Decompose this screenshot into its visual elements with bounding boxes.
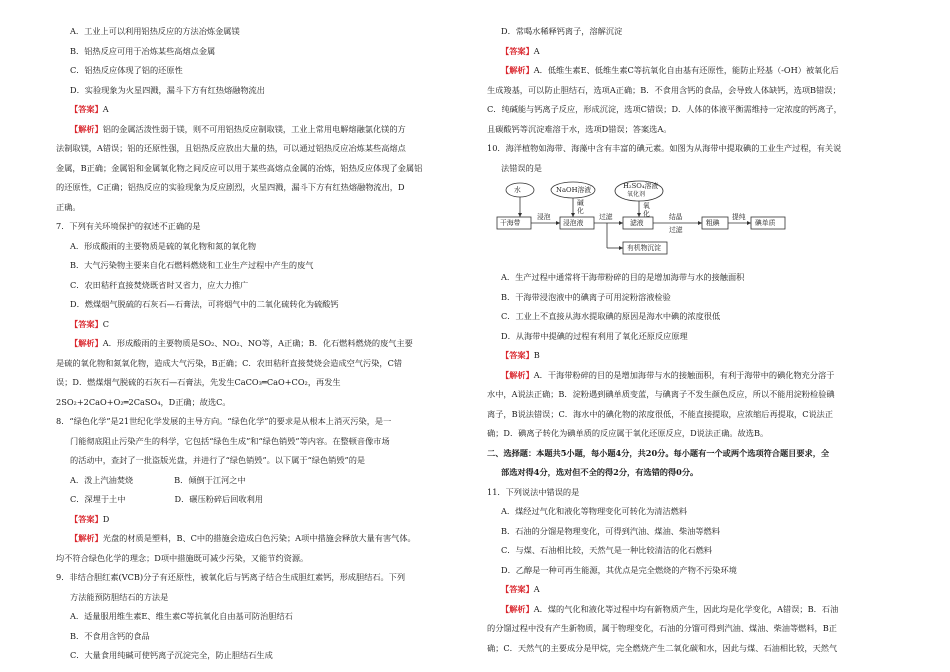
iodine-extraction-diagram: [487, 180, 907, 264]
line-text: 光盘的材质是塑料，B、C中的措施会造成白色污染；A项中措施会释放大量有害气体。: [102, 533, 416, 543]
text-line: [487, 288, 907, 308]
line-text: 误；D．燃煤烟气脱硫的石灰石—石膏法，先发生CaCO₃═CaO+CO₂，再发生: [56, 377, 341, 387]
text-line: [487, 159, 907, 179]
text-line: [56, 22, 476, 42]
line-text: 7．下列有关环境保护的叙述不正确的是: [56, 221, 201, 231]
crystal-label: 结晶: [669, 213, 683, 221]
line-text: 的还原性，C正确；铝热反应的实验现象为反应剧烈，火星四溅，漏斗下方有红热熔融物流出，D: [56, 182, 405, 192]
text-line: [56, 354, 476, 374]
answer-tag: 【解析】: [70, 338, 103, 348]
line-text: A: [533, 45, 540, 56]
text-line: [487, 561, 907, 581]
line-text: B．大气污染物主要来自化石燃料燃烧和工业生产过程中产生的废气: [70, 260, 314, 270]
line-text: C．与煤、石油相比较，天然气是一种比较清洁的化石燃料: [501, 545, 712, 555]
text-line: [487, 639, 907, 659]
line-text: B．不食用含钙的食品: [70, 630, 150, 641]
answer-tag: 【解析】: [501, 65, 534, 75]
text-line: [56, 627, 476, 647]
line-text: A．工业上可以利用铝热反应的方法冶炼金属镁: [70, 26, 240, 36]
text-line: [487, 61, 907, 81]
line-text: 确；D．碘离子转化为碘单质的反应属于氧化还原反应，D说法正确。故选B。: [487, 428, 769, 438]
line-text: 是硫的氧化物和氮氧化物，造成大气污染，B正确；C．农田秸秆直接焚烧会造成空气污染，C错: [56, 357, 403, 368]
water-label: 水: [514, 186, 521, 194]
line-text: 门能彻底阻止污染产生的科学，它包括“绿色生成”和“绿色销毁”等内容。在整顿音像市场: [70, 435, 390, 446]
line-text: A．低维生素E、低维生素C等抗氧化自由基有还原性，能防止羟基（-OH）被氧化后: [533, 65, 839, 75]
filter-label: 过滤: [599, 213, 613, 221]
line-text: 铝的金属活泼性弱于镁，则不可用铝热反应制取镁，工业上常用电解熔融氯化镁的方: [102, 123, 406, 134]
text-line: [56, 451, 476, 471]
line-text: D．乙醇是一种可再生能源，其优点是完全燃烧的产物不污染环境: [501, 564, 737, 575]
naoh-label: NaOH溶液: [556, 186, 592, 194]
organic-precipitate-box: 有机物沉淀: [627, 244, 661, 252]
oxidant-label: 氧化剂: [627, 191, 646, 198]
line-text: D: [102, 513, 110, 524]
text-line: [56, 315, 476, 335]
line-text: 的分馏过程中没有产生新物质，属于物理变化，石油的分馏可得到汽油、煤油、柴油等燃料，B正: [487, 623, 837, 633]
text-line: [487, 42, 907, 62]
text-line: [56, 490, 476, 510]
text-line: [56, 81, 476, 101]
line-text: A．煤的气化和液化等过程中均有新物质产生，因此均是化学变化，A错误；B．石油: [533, 603, 839, 614]
line-text: C．铝热反应体现了铝的还原性: [70, 65, 183, 75]
text-line: [56, 588, 476, 608]
filter2-label: 过滤: [669, 226, 683, 234]
text-line: [56, 159, 476, 179]
text-line: [487, 139, 907, 159]
line-text: 离子，B说法错误；C．海水中的碘化物的浓度很低，不能直接提取，应浓缩后再提取，C说法正: [487, 408, 834, 419]
text-line: [487, 120, 907, 140]
answer-tag: 【解析】: [70, 123, 103, 134]
text-line: [56, 568, 476, 588]
line-text: B．铝热反应可用于冶炼某些高熔点金属: [70, 45, 216, 56]
line-text: 生成羧基，可以防止胆结石，选项A正确；B．不食用含钙的食品，会导致人体缺钙，选项B错误；: [487, 84, 841, 95]
line-text: 方法能预防胆结石的方法是: [70, 591, 169, 602]
text-line: [487, 541, 907, 561]
line-text: 二、选择题：本题共5小题，每小题4分，共20分。每小题有一个或两个选项符合题目要求，全: [487, 447, 830, 458]
line-text: A．干海带粉碎的目的是增加海带与水的接触面积，有利于海带中的碘化物充分溶于: [533, 369, 835, 380]
answer-tag: 【答案】: [501, 350, 534, 360]
text-line: [56, 61, 476, 81]
text-line: [487, 268, 907, 288]
text-line: [487, 600, 907, 620]
line-text: A．泼上汽油焚烧 B．倾倒于江河之中: [70, 474, 246, 485]
text-line: [487, 483, 907, 503]
text-line: [56, 217, 476, 237]
text-line: [56, 607, 476, 627]
line-text: A．形成酸雨的主要物质是SO₂、NO₂、NO等，A正确；B．化石燃料燃烧的废气主要: [102, 338, 413, 348]
right-column: [487, 22, 907, 658]
text-line: [487, 346, 907, 366]
answer-tag: 【解析】: [501, 369, 534, 380]
line-text: B．石油的分馏是物理变化，可得到汽油、煤油、柴油等燃料: [501, 525, 720, 536]
line-text: 金属，B正确；金属铝和金属氧化物之间反应可以用于某些高熔点金属的冶炼，铝热反应体现了金属铝: [56, 162, 423, 173]
line-text: A: [533, 584, 540, 594]
text-line: [487, 100, 907, 120]
answer-tag: 【答案】: [70, 513, 103, 524]
line-text: C．纯碱能与钙离子反应，形成沉淀，选项C错误；D．人体的体液平衡需维持一定浓度的钙离子，: [487, 104, 842, 114]
line-text: C: [102, 318, 110, 329]
line-text: 11．下列说法中错误的是: [487, 486, 580, 497]
left-column: [56, 22, 476, 666]
text-line: [56, 100, 476, 120]
text-line: [487, 424, 907, 444]
text-line: [487, 405, 907, 425]
answer-tag: 【答案】: [70, 104, 103, 114]
line-text: A．形成酸雨的主要物质是硫的氧化物和氮的氧化物: [70, 240, 257, 251]
text-line: [487, 307, 907, 327]
line-text: 2SO₂+2CaO+O₂═2CaSO₄，D正确；故选C。: [56, 396, 231, 407]
line-text: B: [533, 350, 540, 360]
line-text: A．适量服用维生素E、维生素C等抗氧化自由基可防治胆结石: [70, 611, 293, 621]
text-line: [487, 81, 907, 101]
text-line: [487, 385, 907, 405]
text-line: [56, 295, 476, 315]
text-line: [487, 366, 907, 386]
line-text: 法错误的是: [501, 162, 542, 173]
text-line: [56, 549, 476, 569]
text-line: [56, 373, 476, 393]
seaweed-box: 干海带: [500, 219, 521, 227]
line-text: D．实验现象为火星四溅，漏斗下方有红热熔融物流出: [70, 84, 265, 95]
soak-liquid-box: 浸泡液: [563, 219, 584, 227]
text-line: [56, 276, 476, 296]
line-text: C．农田秸秆直接焚烧既省时又省力，应大力推广: [70, 279, 249, 290]
line-text: D．从海带中提碘的过程有利用了氧化还原反应原理: [501, 330, 688, 341]
line-text: C．大量食用纯碱可使钙离子沉淀完全，防止胆结石生成: [70, 650, 273, 660]
text-line: [56, 471, 476, 491]
answer-tag: 【答案】: [501, 584, 534, 594]
line-text: 9．非结合胆红素(VCB)分子有还原性，被氧化后与钙离子结合生成胆红素钙，形成胆结石。下列: [56, 572, 406, 582]
text-line: [56, 432, 476, 452]
line-text: 确；C．天然气的主要成分是甲烷，完全燃烧产生二氧化碳和水，因此与煤、石油相比较，天然气: [487, 642, 838, 653]
line-text: 部选对得4分，选对但不全的得2分，有选错的得0分。: [501, 467, 699, 477]
purify-label: 提纯: [732, 213, 746, 221]
answer-tag: 【解析】: [501, 603, 534, 614]
text-line: [56, 256, 476, 276]
text-line: [56, 237, 476, 257]
text-line: [56, 139, 476, 159]
text-line: [487, 619, 907, 639]
line-text: 法制取镁，A错误；铝的还原性强，且铝热反应放出大量的热，可以通过铝热反应冶炼某些高熔点: [56, 143, 406, 153]
text-line: [487, 522, 907, 542]
text-line: [487, 463, 907, 483]
text-line: [56, 510, 476, 530]
text-line: [487, 502, 907, 522]
text-line: [56, 334, 476, 354]
answer-tag: 【答案】: [70, 318, 103, 329]
line-text: 且碳酸钙等沉淀难溶于水，选项D错误；答案选A。: [487, 123, 672, 134]
line-text: 水中，A说法正确；B．淀粉遇到碘单质变蓝，与碘离子不发生颜色反应，所以不能用淀粉检验碘: [487, 389, 835, 399]
text-line: [56, 393, 476, 413]
line-text: A．生产过程中通常将干海带粉碎的目的是增加海带与水的接触面积: [501, 272, 745, 282]
line-text: 8．“绿色化学”是21世纪化学发展的主导方向。“绿色化学”的要求是从根本上消灭污染，是一: [56, 416, 392, 426]
soak-label: 浸泡: [537, 213, 551, 221]
text-line: [56, 412, 476, 432]
line-text: A: [102, 104, 109, 114]
text-line: [56, 178, 476, 198]
text-line: [487, 327, 907, 347]
line-text: D．常喝水稀释钙离子，溶解沉淀: [501, 26, 623, 36]
line-text: A．煤经过气化和液化等物理变化可转化为清洁燃料: [501, 506, 688, 516]
text-line: [487, 444, 907, 464]
line-text: 正确。: [56, 201, 81, 212]
line-text: 均不符合绿色化学的理念；D项中措施既可减少污染，又能节约资源。: [56, 552, 309, 563]
h2so4-label: H₂SO₄溶液: [623, 182, 659, 190]
line-text: C．工业上不直接从海水提取碘的原因是海水中碘的浓度很低: [501, 311, 721, 321]
answer-tag: 【答案】: [501, 45, 534, 56]
oxidize-label: 氧化: [643, 202, 650, 218]
text-line: [487, 580, 907, 600]
alkali-label: 碱化: [577, 199, 584, 215]
line-text: B．干海带浸泡液中的碘离子可用淀粉溶液检验: [501, 291, 671, 302]
line-text: C．深埋于土中 D．碾压粉碎后回收利用: [70, 494, 263, 504]
crude-iodine-box: 粗碘: [706, 219, 720, 227]
text-line: [487, 22, 907, 42]
line-text: D．燃煤烟气脱硫的石灰石—石膏法，可将烟气中的二氧化硫转化为硫酸钙: [70, 299, 339, 309]
text-line: [56, 198, 476, 218]
filtrate-box: 滤液: [630, 219, 644, 227]
line-text: 的活动中，查封了一批盗版光盘，并进行了“绿色销毁”。以下属于“绿色销毁”的是: [70, 455, 366, 465]
text-line: [56, 646, 476, 666]
line-text: 10．海洋植物如海带、海藻中含有丰富的碘元素。如图为从海带中提取碘的工业生产过程，有关说: [487, 143, 842, 153]
text-line: [56, 42, 476, 62]
answer-tag: 【解析】: [70, 533, 103, 543]
text-line: [56, 529, 476, 549]
text-line: [56, 120, 476, 140]
pure-iodine-box: 碘单质: [755, 219, 776, 227]
